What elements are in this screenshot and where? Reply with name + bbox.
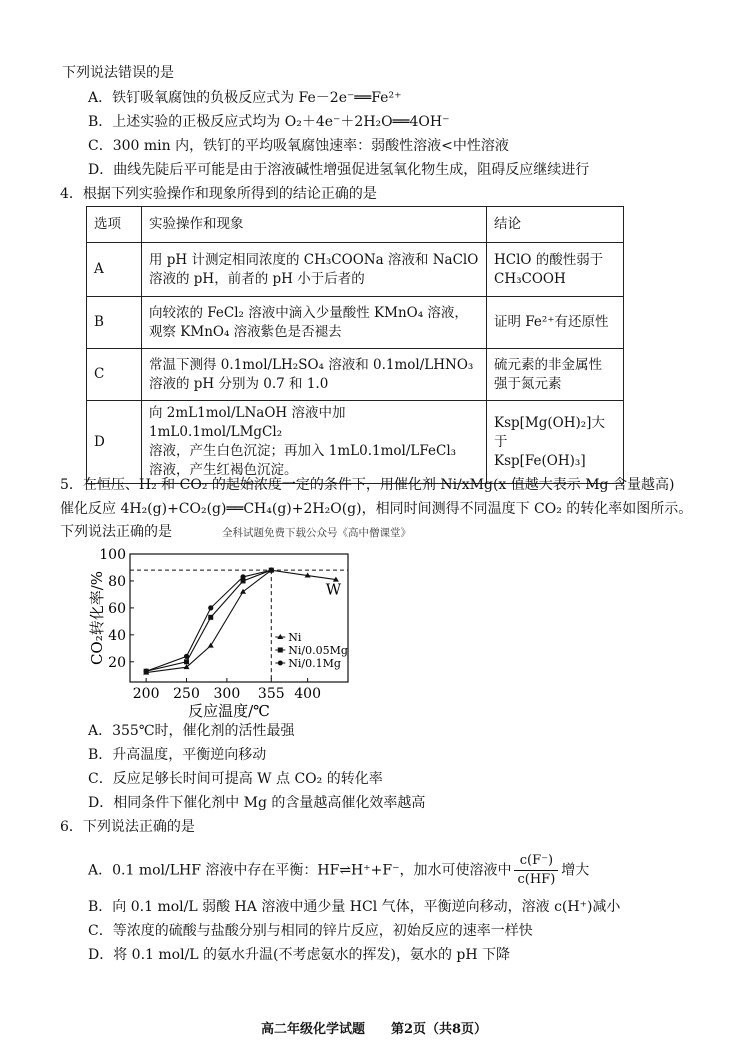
data-point bbox=[208, 643, 214, 648]
table-row bbox=[87, 243, 624, 297]
fraction-denominator: c(HF) bbox=[517, 872, 556, 887]
operation-line: 溶液，产生红褐色沉淀。 bbox=[149, 462, 298, 478]
data-point bbox=[184, 659, 189, 664]
operation-line: 用 pH 计测定相同浓度的 CH₃COONa 溶液和 NaClO bbox=[149, 251, 479, 268]
co2-conversion-chart bbox=[80, 540, 360, 720]
q6-option-b: B．向 0.1 mol/L 弱酸 HA 溶液中通少量 HCl 气体，平衡逆向移动，溶液 c(H⁺)减小 bbox=[88, 899, 621, 915]
row-operation bbox=[142, 401, 487, 484]
point-label-w: W bbox=[325, 580, 342, 599]
q4-table bbox=[86, 206, 624, 484]
q6-a-suffix: 增大 bbox=[561, 862, 590, 879]
legend-marker bbox=[278, 661, 283, 666]
q3-option-b: B．上述实验的正极反应式均为 O₂＋4e⁻＋2H₂O══4OH⁻ bbox=[88, 114, 450, 130]
series-line bbox=[146, 570, 271, 671]
operation-line: 常温下测得 0.1mol/LH₂SO₄ 溶液和 0.1mol/LHNO₃ bbox=[149, 356, 474, 373]
legend-label: Ni/0.1Mg bbox=[288, 657, 341, 670]
q3-option-c: C．300 min 内，铁钉的平均吸氧腐蚀速率：弱酸性溶液<中性溶液 bbox=[88, 138, 509, 154]
operation-line: 溶液的 pH，前者的 pH 小于后者的 bbox=[149, 270, 365, 287]
data-point bbox=[144, 669, 149, 674]
operation-line: 向 2mL1mol/LNaOH 溶液中加 1mL0.1mol/LMgCl₂ bbox=[149, 405, 346, 440]
x-tick-label: 200 bbox=[132, 686, 160, 702]
table-header-row bbox=[87, 207, 624, 243]
y-tick-label: 20 bbox=[108, 654, 126, 671]
row-option: A bbox=[87, 243, 142, 297]
header-operation: 实验操作和现象 bbox=[142, 207, 487, 243]
conclusion-line: Ksp[Mg(OH)₂]大于 bbox=[494, 414, 605, 450]
row-option: D bbox=[87, 401, 142, 484]
page-footer: 高二年级化学试题 第2页（共8页） bbox=[260, 1022, 488, 1037]
q3-stem: 下列说法错误的是 bbox=[62, 65, 174, 81]
row-conclusion bbox=[487, 401, 624, 484]
q5-line2: 催化反应 4H₂(g)+CO₂(g)══CH₄(g)+2H₂O(g)，相同时间测得不同温度下 CO₂ 的转化率如图所示。 bbox=[60, 501, 693, 517]
q5-option-a: A．355℃时，催化剂的活性最强 bbox=[88, 723, 295, 739]
q4-stem: 4．根据下列实验操作和现象所得到的结论正确的是 bbox=[60, 186, 377, 202]
operation-line: 溶液，产生白色沉淀；再加入 1mL0.1mol/LFeCl₃ bbox=[149, 443, 457, 459]
fraction bbox=[514, 852, 558, 889]
row-option: C bbox=[87, 349, 142, 401]
row-option: B bbox=[87, 297, 142, 349]
table-row bbox=[87, 349, 624, 401]
promo-text: 全科试题免费下载公众号《高中僧课堂》 bbox=[222, 527, 411, 539]
x-tick-label: 355 bbox=[257, 686, 285, 702]
q3-option-d: D．曲线先陡后平可能是由于溶液碱性增强促进氢氧化物生成，阻碍反应继续进行 bbox=[88, 162, 590, 178]
conclusion-line: 硫元素的非金属性 bbox=[494, 356, 602, 373]
fraction-numerator: c(F⁻) bbox=[514, 852, 558, 871]
row-conclusion bbox=[487, 349, 624, 401]
y-axis-label: CO₂转化率/% bbox=[88, 570, 106, 666]
q6-option-d: D．将 0.1 mol/L 的氨水升温(不考虑氨水的挥发)，氨水的 pH 下降 bbox=[88, 947, 511, 963]
data-point bbox=[184, 654, 189, 659]
q5-line1: 5．在恒压、H₂ 和 CO₂ 的起始浓度一定的条件下，用催化剂 Ni/xMg(x 值越大表示 Mg 含量越高) bbox=[60, 477, 675, 493]
q5-option-b: B．升高温度，平衡逆向移动 bbox=[88, 747, 267, 763]
conclusion-line: CH₃COOH bbox=[494, 270, 566, 287]
q5-stem: 下列说法正确的是 bbox=[60, 524, 172, 540]
operation-line: 观察 KMnO₄ 溶液紫色是否褪去 bbox=[149, 323, 342, 340]
q5-option-d: D．相同条件下催化剂中 Mg 的含量越高催化效率越高 bbox=[88, 795, 426, 811]
data-point bbox=[240, 574, 245, 579]
row-operation bbox=[142, 349, 487, 401]
q6-option-a bbox=[88, 852, 589, 889]
header-conclusion: 结论 bbox=[487, 207, 624, 243]
conclusion-line: HClO 的酸性弱于 bbox=[494, 251, 604, 268]
conclusion-line: Ksp[Fe(OH)₃] bbox=[494, 452, 586, 469]
row-conclusion bbox=[487, 243, 624, 297]
data-point bbox=[269, 568, 274, 573]
y-tick-label: 60 bbox=[108, 600, 126, 617]
operation-line: 向较浓的 FeCl₂ 溶液中滴入少量酸性 KMnO₄ 溶液， bbox=[149, 304, 468, 321]
x-tick-label: 250 bbox=[173, 686, 200, 702]
x-tick-label: 300 bbox=[213, 686, 241, 702]
x-axis-label: 反应温度/℃ bbox=[188, 702, 270, 720]
y-tick-label: 100 bbox=[99, 547, 126, 563]
legend-label: Ni/0.05Mg bbox=[288, 644, 348, 657]
q3-option-a: A．铁钉吸氧腐蚀的负极反应式为 Fe－2e⁻══Fe²⁺ bbox=[88, 90, 402, 106]
operation-line: 溶液的 pH 分别为 0.7 和 1.0 bbox=[149, 375, 329, 392]
row-conclusion: 证明 Fe²⁺有还原性 bbox=[487, 297, 624, 349]
table-row bbox=[87, 297, 624, 349]
x-tick-label: 400 bbox=[294, 686, 321, 702]
row-operation bbox=[142, 297, 487, 349]
q6-option-c: C．等浓度的硫酸与盐酸分别与相同的锌片反应，初始反应的速率一样快 bbox=[88, 923, 533, 939]
legend-label: Ni bbox=[288, 631, 302, 644]
conclusion-line: 强于氮元素 bbox=[494, 375, 562, 392]
data-point bbox=[208, 605, 213, 610]
y-tick-label: 40 bbox=[108, 627, 126, 644]
q6-stem: 6．下列说法正确的是 bbox=[60, 819, 195, 835]
y-tick-label: 80 bbox=[108, 573, 126, 590]
q5-option-c: C．反应足够长时间可提高 W 点 CO₂ 的转化率 bbox=[88, 771, 383, 787]
q6-a-text: A．0.1 mol/LHF 溶液中存在平衡：HF⇌H⁺+F⁻，加水可使溶液中 bbox=[88, 862, 512, 879]
row-operation bbox=[142, 243, 487, 297]
data-point bbox=[208, 615, 213, 620]
header-option: 选项 bbox=[87, 207, 142, 243]
table-row bbox=[87, 401, 624, 484]
legend-marker bbox=[278, 648, 283, 653]
